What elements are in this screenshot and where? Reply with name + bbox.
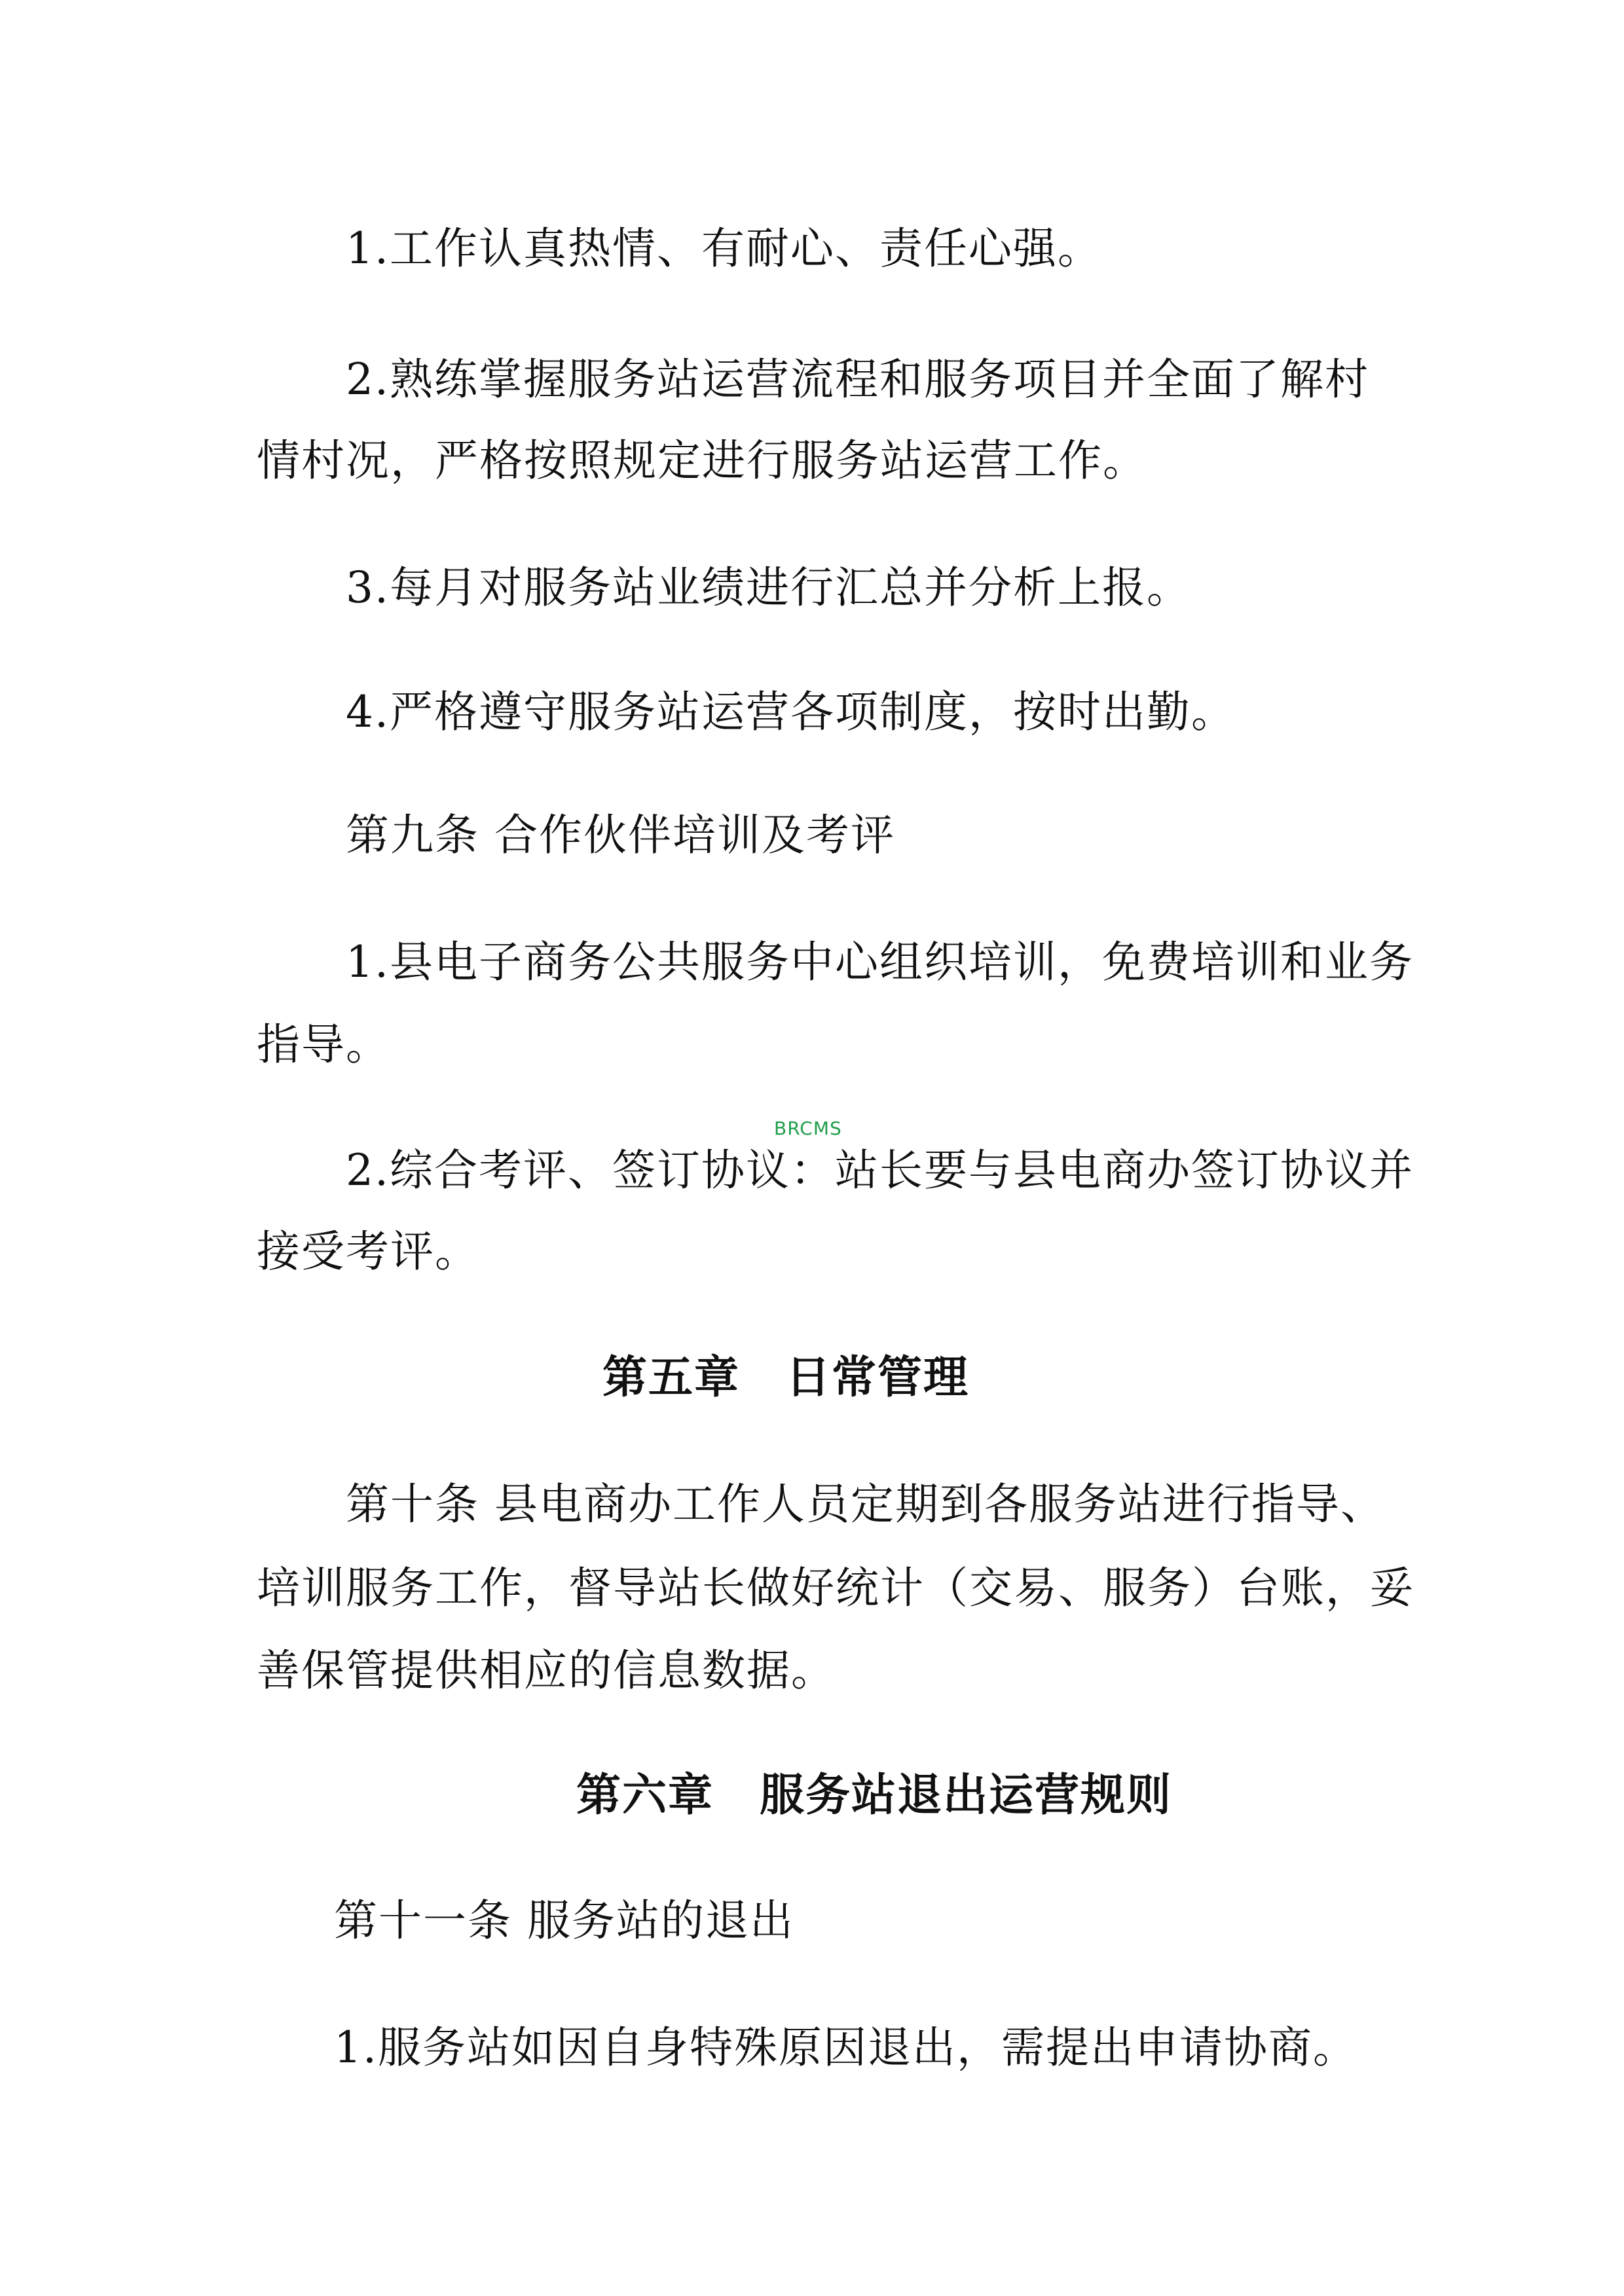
article-9-title: 第九条 合作伙伴培训及考评	[346, 810, 895, 860]
article-9-item-2-line-2: 接受考评。	[257, 1226, 479, 1277]
article-11-item-1: 1.服务站如因自身特殊原因退出，需提出申请协商。	[334, 2022, 1357, 2073]
chapter-6-heading: 第六章 服务站退出运营规则	[576, 1769, 1173, 1821]
paragraph-item-2-line-1: 2.熟练掌握服务站运营流程和服务项目并全面了解村	[346, 354, 1369, 405]
chapter-5-heading: 第五章 日常管理	[602, 1351, 970, 1404]
paragraph-item-3: 3.每月对服务站业绩进行汇总并分析上报。	[346, 562, 1191, 613]
paragraph-item-1: 1.工作认真热情、有耐心、责任心强。	[346, 223, 1102, 274]
article-10-line-2: 培训服务工作，督导站长做好统计（交易、服务）台账，妥	[257, 1563, 1414, 1613]
article-10-line-3: 善保管提供相应的信息数据。	[257, 1645, 836, 1696]
paragraph-item-4: 4.严格遵守服务站运营各项制度，按时出勤。	[346, 687, 1236, 737]
watermark-label: BRCMS	[774, 1118, 842, 1139]
article-9-item-2-line-1: 2.综合考评、签订协议：站长要与县电商办签订协议并	[346, 1145, 1414, 1195]
article-9-item-1-line-1: 1.县电子商务公共服务中心组织培训，免费培训和业务	[346, 937, 1414, 987]
paragraph-item-2-line-2: 情村况，严格按照规定进行服务站运营工作。	[257, 435, 1147, 486]
article-10-line-1: 第十条 县电商办工作人员定期到各服务站进行指导、	[346, 1479, 1385, 1529]
article-11-title: 第十一条 服务站的退出	[334, 1895, 794, 1946]
article-9-item-1-line-2: 指导。	[257, 1019, 390, 1070]
